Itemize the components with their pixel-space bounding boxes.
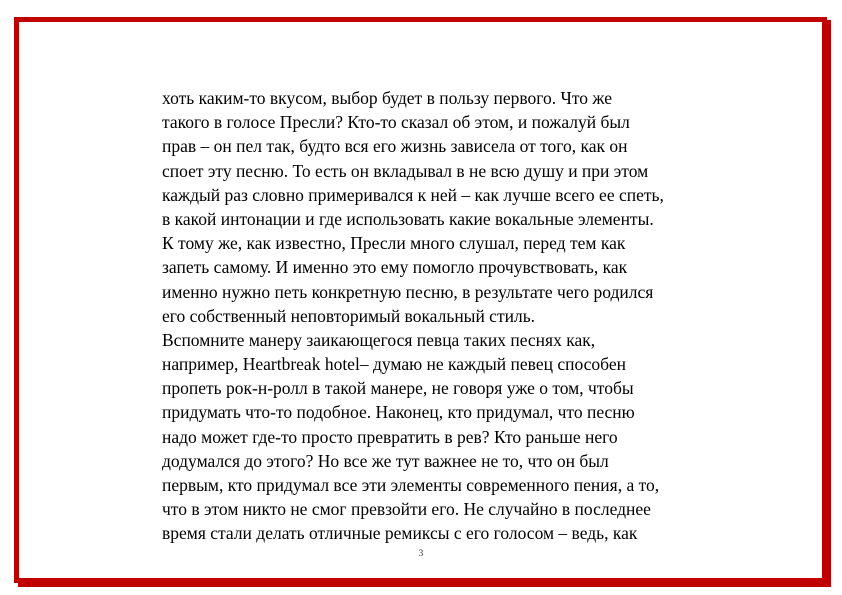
page-number: 3 (418, 548, 424, 558)
text-line: такого в голосе Пресли? Кто-то сказал об этом, и пожалуй был (162, 112, 630, 133)
text-line: каждый раз словно примеривался к ней – как лучше всего ее спеть, (162, 184, 664, 205)
text-line: пропеть рок-н-ролл в такой манере, не говоря уже о том, чтобы (162, 378, 634, 399)
text-line: первым, кто придумал все эти элементы современного пения, а то, (162, 475, 660, 495)
text-line: время стали делать отличные ремиксы с его голосом – ведь, как (162, 523, 638, 544)
frame-shadow-bottom (18, 583, 831, 587)
text-line: прав – он пел так, будто вся его жизнь зависела от того, как он (162, 136, 628, 157)
text-line: Вспомните манеру заикающегося певца таких песнях как, (162, 329, 596, 350)
text-line: придумать что-то подобное. Наконец, кто придумал, что песню (162, 402, 635, 423)
text-line: надо может где-то просто превратить в рев? Кто раньше него (162, 426, 618, 447)
text-line: например, Heartbreak hotel– думаю не каждый певец способен (162, 354, 626, 375)
frame-shadow-right (827, 20, 831, 586)
text-line: споет эту песню. То есть он вкладывал в не всю душу и при этом (162, 160, 649, 181)
text-line: К тому же, как известно, Пресли много слушал, перед тем как (162, 233, 626, 254)
body-text (162, 86, 762, 546)
text-line: запеть самому. И именно это ему помогло прочувствовать, как (162, 257, 628, 278)
text-line: додумался до этого? Но все же тут важнее не то, что он был (162, 450, 609, 471)
text-line: в какой интонации и где использовать какие вокальные элементы. (162, 208, 654, 229)
text-line: хоть каким-то вкусом, выбор будет в пользу первого. Что же (162, 88, 613, 108)
text-line: что в этом никто не смог превзойти его. Не случайно в последнее (162, 499, 651, 520)
text-line: его собственный неповторимый вокальный стиль. (162, 305, 536, 326)
text-line: именно нужно петь конкретную песню, в результате чего родился (162, 281, 654, 302)
